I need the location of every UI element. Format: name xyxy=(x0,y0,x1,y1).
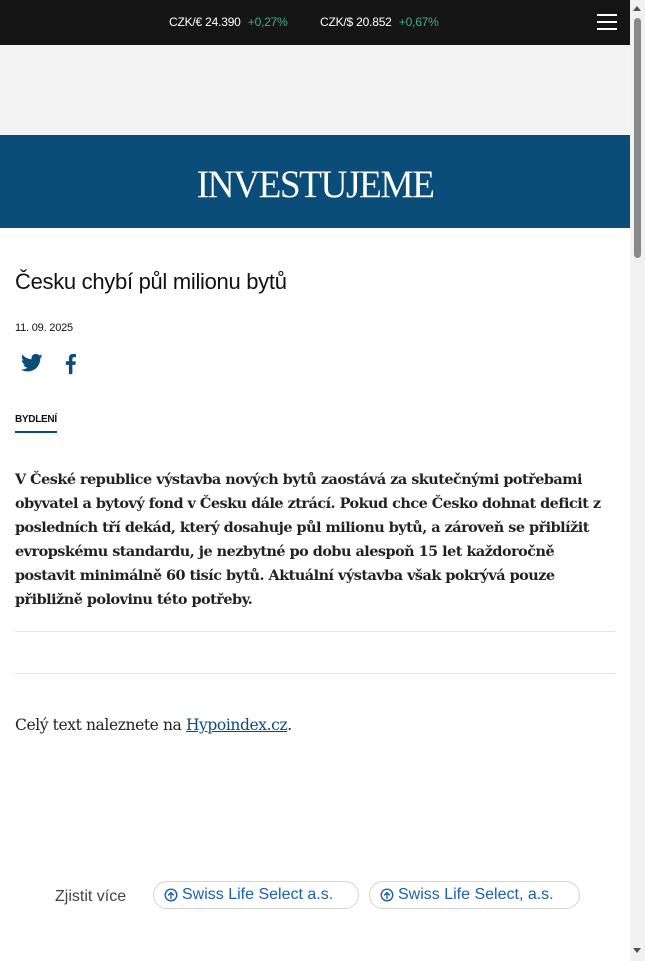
scroll-down-arrow-icon[interactable] xyxy=(633,948,641,953)
related-search-chip[interactable] xyxy=(153,881,359,909)
facebook-share-button[interactable] xyxy=(60,353,84,375)
scroll-thumb[interactable] xyxy=(634,18,641,258)
arrow-up-circle-icon xyxy=(164,888,178,902)
brand-banner xyxy=(0,135,630,228)
hamburger-menu-icon[interactable] xyxy=(597,14,617,31)
full-text-suffix: . xyxy=(287,716,292,734)
twitter-share-button[interactable] xyxy=(21,353,45,375)
chip-label: Swiss Life Select, a.s. xyxy=(398,886,554,903)
category-tag[interactable]: BYDLENÍ xyxy=(15,414,57,433)
currency-ticker-bar xyxy=(0,0,630,45)
ticker-eur xyxy=(169,15,288,29)
ad-placeholder xyxy=(0,45,630,135)
ticker-change: +0,67% xyxy=(398,15,439,29)
vertical-scrollbar[interactable] xyxy=(630,0,645,961)
article-title: Česku chybí půl milionu bytů xyxy=(15,269,287,294)
source-link[interactable]: Hypoindex.cz xyxy=(185,716,288,734)
ticker-pair: CZK/$ 20.852 xyxy=(320,15,392,29)
facebook-icon xyxy=(60,353,82,375)
article-perex: V České republice výstavba nových bytů zaostává za skutečnými potřebami obyvatel a bytový fond v Česku dále ztrácí. Pokud chce Česko dohnat deficit z posledních tří dekád, který dosahuje půl milionu bytů, a zároveň se přiblížit evropskému standardu, je nezbytné po dobu alespoň 15 let každoročně postavit minimálně 60 tisíc bytů. Aktuální výstavba však pokrývá pouze přibližně polovinu této potřeby. xyxy=(15,471,601,608)
ticker-usd xyxy=(320,15,439,29)
divider xyxy=(15,631,615,632)
chip-label: Swiss Life Select a.s. xyxy=(182,886,334,903)
ticker-pair: CZK/€ 24.390 xyxy=(169,15,241,29)
find-more-label: Zjistit více xyxy=(55,888,127,905)
full-text-prefix: Celý text naleznete na xyxy=(15,716,186,734)
site-logo[interactable]: INVESTUJEME xyxy=(196,163,434,206)
related-search-chip[interactable] xyxy=(369,881,580,909)
full-text-note xyxy=(15,716,292,734)
divider xyxy=(15,673,615,674)
twitter-icon xyxy=(21,353,43,373)
arrow-up-circle-icon xyxy=(380,888,394,902)
scroll-up-arrow-icon[interactable] xyxy=(633,6,641,11)
ticker-change: +0,27% xyxy=(247,15,288,29)
article-date: 11. 09. 2025 xyxy=(15,322,73,334)
